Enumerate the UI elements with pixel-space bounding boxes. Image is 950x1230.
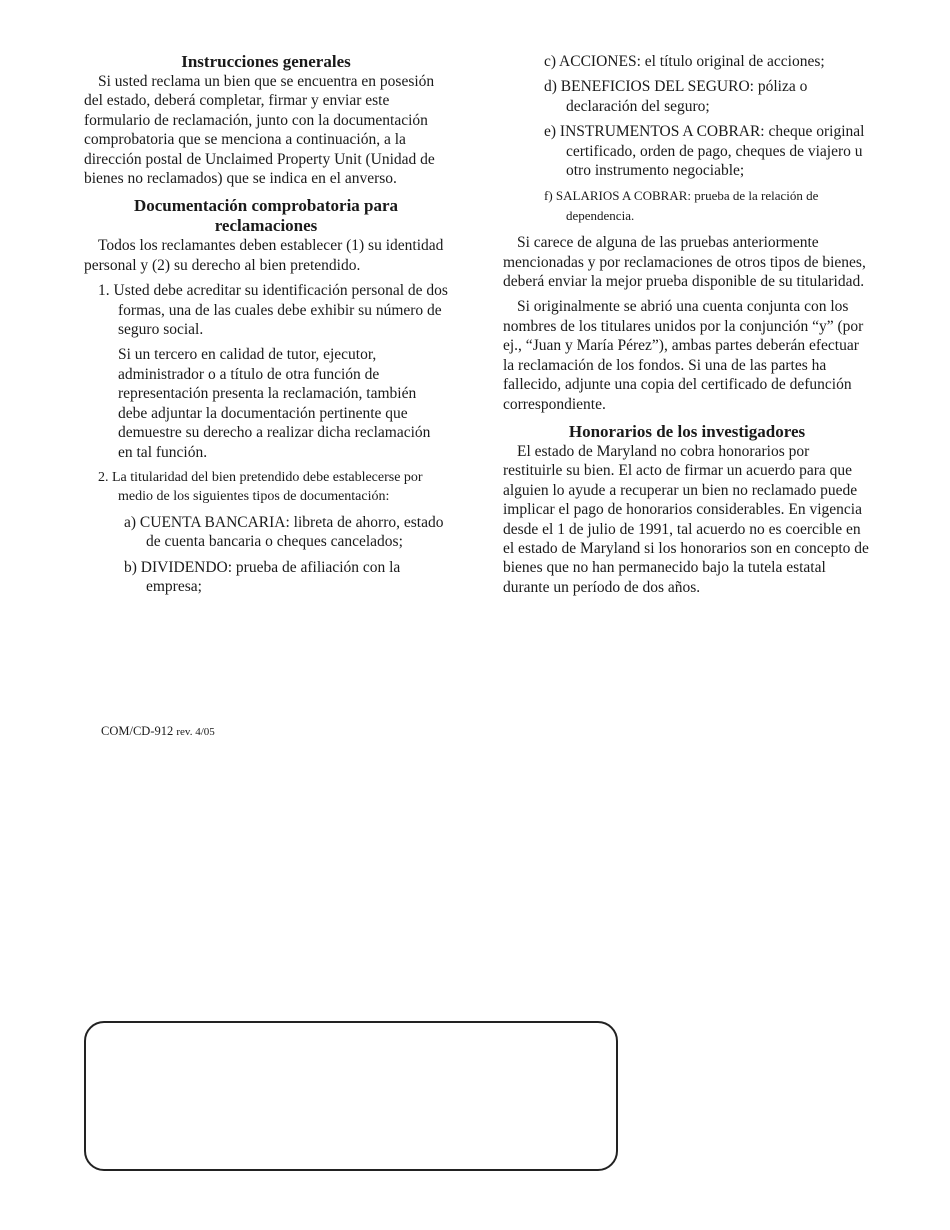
form-revision: rev. 4/05 bbox=[176, 726, 215, 738]
list-item-1: 1. Usted debe acreditar su identificación personal de dos formas, una de las cuales debe exhibir su número de seguro social. bbox=[98, 282, 448, 339]
general-instructions-text: Si usted reclama un bien que se encuentra en posesión del estado, deberá completar, firmar y enviar este formulario de reclamación, junto con la documentación comprobatoria que se menciona a continuación, a la dirección postal de Unclaimed Property Unit (Unidad de bienes no reclamados) que se indica en el anverso. bbox=[84, 73, 435, 188]
list-item-2: 2. La titularidad del bien pretendido debe establecerse por medio de los siguientes tipos de documentación: bbox=[98, 469, 423, 505]
heading-general-instructions: Instrucciones generales bbox=[181, 52, 351, 71]
mailing-address-box bbox=[84, 1021, 618, 1171]
investigator-fees-text: El estado de Maryland no cobra honorarios por restituirle su bien. El acto de firmar un acuerdo para que alguien lo ayude a recuperar un bien no reclamado puede implicar el pago de honorarios considerables. En vigencia desde el 1 de julio de 1991, tal acuerdo no es coercible en el estado de Maryland si los honorarios son en concepto de bienes que no han permanecido bajo la tutela estatal durante un período de dos años. bbox=[503, 442, 869, 596]
sub-item-d: d) BENEFICIOS DEL SEGURO: póliza o declaración del seguro; bbox=[544, 78, 808, 115]
lack-of-proof-text: Si carece de alguna de las pruebas anteriormente mencionadas y por reclamaciones de otros tipos de bienes, deberá enviar la mejor prueba disponible de su titularidad. bbox=[503, 234, 866, 291]
heading-supporting-docs: Documentación comprobatoria para reclamaciones bbox=[133, 196, 399, 236]
sub-item-c: c) ACCIONES: el título original de acciones; bbox=[544, 53, 825, 70]
sub-item-e: e) INSTRUMENTOS A COBRAR: cheque original certificado, orden de pago, cheques de viajero u otro instrumento negociable; bbox=[544, 123, 865, 180]
form-revision-code bbox=[101, 724, 215, 739]
list-item-1-continuation: Si un tercero en calidad de tutor, ejecutor, administrador o a título de otra función de representación presenta la reclamación, también debe adjuntar la documentación pertinente que demuestre su derecho a realizar dicha reclamación en tal función. bbox=[118, 346, 431, 461]
sub-item-f: f) SALARIOS A COBRAR: prueba de la relación de dependencia. bbox=[544, 188, 819, 223]
sub-item-b: b) DIVIDENDO: prueba de afiliación con la empresa; bbox=[124, 558, 401, 595]
form-code: COM/CD-912 bbox=[101, 724, 174, 738]
left-column bbox=[84, 52, 448, 596]
joint-account-text: Si originalmente se abrió una cuenta conjunta con los nombres de los titulares unidos por la conjunción “y” (por ej., “Juan y María Pérez”), ambas partes deberán efectuar la reclamación de los fondos. Si una de las partes ha fallecido, adjunte una copia del certificado de defunción correspondiente. bbox=[503, 298, 864, 413]
heading-investigator-fees: Honorarios de los investigadores bbox=[568, 421, 806, 441]
sub-item-a: a) CUENTA BANCARIA: libreta de ahorro, estado de cuenta bancaria o cheques cancelados; bbox=[124, 513, 444, 551]
docs-intro-text: Todos los reclamantes deben establecer (1) su identidad personal y (2) su derecho al bien pretendido. bbox=[84, 237, 444, 274]
right-column bbox=[503, 52, 871, 597]
